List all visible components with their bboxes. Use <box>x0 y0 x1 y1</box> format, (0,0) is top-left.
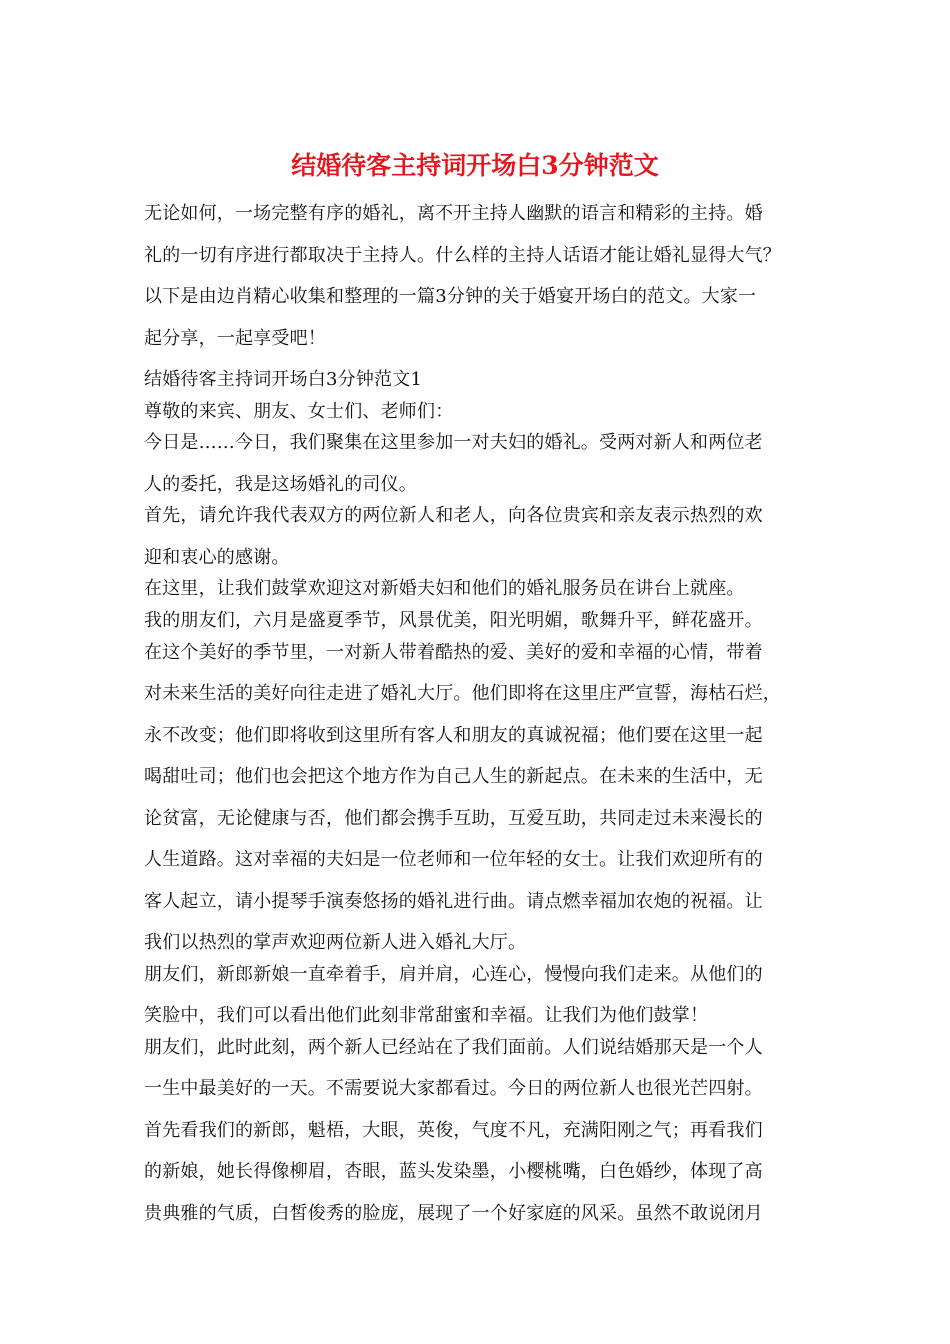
document-title: 结婚待客主持词开场白3分钟范文 <box>291 151 659 180</box>
text-line: 我们以热烈的掌声欢迎两位新人进入婚礼大厅。 <box>144 932 527 954</box>
text-line: 迎和衷心的感谢。 <box>144 546 290 568</box>
text-line: 对未来生活的美好向往走进了婚礼大厅。他们即将在这里庄严宣誓，海枯石烂， <box>144 683 781 705</box>
text-line: 贵典雅的气质，白皙俊秀的脸庞，展现了一个好家庭的风采。虽然不敢说闭月 <box>144 1202 763 1224</box>
text-line: 以下是由边肖精心收集和整理的一篇3分钟的关于婚宴开场白的范文。大家一 <box>144 286 757 307</box>
text-line: 起分享，一起享受吧！ <box>144 327 326 349</box>
text-line: 朋友们，此时此刻，两个新人已经站在了我们面前。人们说结婚那天是一个人 <box>144 1036 763 1058</box>
text-line: 的新娘，她长得像柳眉，杏眼，蓝头发染墨，小樱桃嘴，白色婚纱，体现了高 <box>144 1161 763 1183</box>
text-line: 尊敬的来宾、朋友、女士们、老师们： <box>144 400 454 422</box>
text-line: 人生道路。这对幸福的夫妇是一位老师和一位年轻的女士。让我们欢迎所有的 <box>144 849 763 871</box>
text-line: 今日是……今日，我们聚集在这里参加一对夫妇的婚礼。受两对新人和两位老 <box>144 432 763 454</box>
text-line: 永不改变；他们即将收到这里所有客人和朋友的真诚祝福；他们要在这里一起 <box>144 724 763 746</box>
text-line: 客人起立，请小提琴手演奏悠扬的婚礼进行曲。请点燃幸福加农炮的祝福。让 <box>144 890 763 912</box>
text-line: 礼的一切有序进行都取决于主持人。什么样的主持人话语才能让婚礼显得大气？ <box>144 244 781 266</box>
text-line: 无论如何，一场完整有序的婚礼，离不开主持人幽默的语言和精彩的主持。婚 <box>144 203 763 224</box>
text-line: 在这里，让我们鼓掌欢迎这对新婚夫妇和他们的婚礼服务员在讲台上就座。 <box>144 578 745 600</box>
text-line: 朋友们，新郎新娘一直牵着手，肩并肩，心连心，慢慢向我们走来。从他们的 <box>144 963 763 985</box>
document-body <box>144 198 809 1239</box>
text-line: 论贫富，无论健康与否，他们都会携手互助，互爱互助，共同走过未来漫长的 <box>144 807 763 829</box>
text-line: 首先看我们的新郎，魁梧，大眼，英俊，气度不凡，充满阳刚之气；再看我们 <box>144 1119 763 1141</box>
text-line: 在这个美好的季节里，一对新人带着酷热的爱、美好的爱和幸福的心情，带着 <box>144 641 763 663</box>
text-line: 喝甜吐司；他们也会把这个地方作为自己人生的新起点。在未来的生活中，无 <box>144 766 763 788</box>
text-line: 人的委托，我是这场婚礼的司仪。 <box>144 473 417 495</box>
text-line: 笑脸中，我们可以看出他们此刻非常甜蜜和幸福。让我们为他们鼓掌！ <box>144 1005 709 1027</box>
text-line: 一生中最美好的一天。不需要说大家都看过。今日的两位新人也很光芒四射。 <box>144 1078 763 1100</box>
text-line: 我的朋友们，六月是盛夏季节，风景优美，阳光明媚，歌舞升平，鲜花盛开。 <box>144 609 763 631</box>
section-heading: 结婚待客主持词开场白3分钟范文1 <box>144 369 423 390</box>
text-line: 首先，请允许我代表双方的两位新人和老人，向各位贵宾和亲友表示热烈的欢 <box>144 505 763 527</box>
